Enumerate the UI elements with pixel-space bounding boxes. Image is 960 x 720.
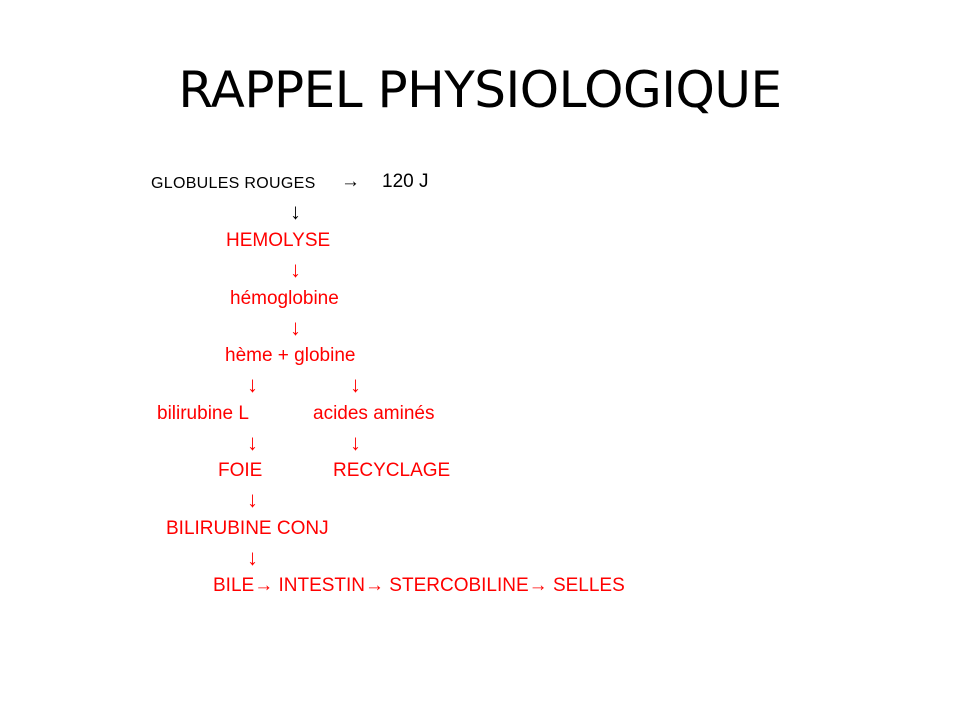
arrow-down-icon: ↓	[350, 372, 361, 397]
final-excretion-chain: BILE→ INTESTIN→ STERCOBILINE→ SELLES	[213, 575, 625, 596]
bilirubine-conjuguee-node: BILIRUBINE CONJ	[166, 518, 329, 539]
acides-amines-node: acides aminés	[313, 403, 435, 424]
hemolyse-node: HEMOLYSE	[226, 230, 331, 251]
globules-rouges-label: GLOBULES ROUGES	[151, 175, 316, 192]
arrow-down-icon: ↓	[290, 257, 301, 282]
recyclage-node: RECYCLAGE	[333, 460, 451, 481]
arrow-down-icon: ↓	[247, 487, 258, 512]
arrow-down-icon: ↓	[290, 199, 301, 224]
arrow-down-icon: ↓	[247, 372, 258, 397]
arrow-down-icon: ↓	[350, 430, 361, 455]
arrow-down-icon: ↓	[290, 315, 301, 340]
arrow-right-icon: →	[341, 171, 360, 192]
arrow-down-icon: ↓	[247, 545, 258, 570]
foie-node: FOIE	[218, 460, 263, 481]
hemoglobine-node: hémoglobine	[230, 288, 339, 309]
arrow-down-icon: ↓	[247, 430, 258, 455]
bilirubine-libre-node: bilirubine L	[157, 403, 249, 424]
heme-globine-node: hème + globine	[225, 345, 356, 366]
lifespan-duration: 120 J	[382, 171, 429, 192]
slide-title: RAPPEL PHYSIOLOGIQUE	[178, 61, 782, 119]
